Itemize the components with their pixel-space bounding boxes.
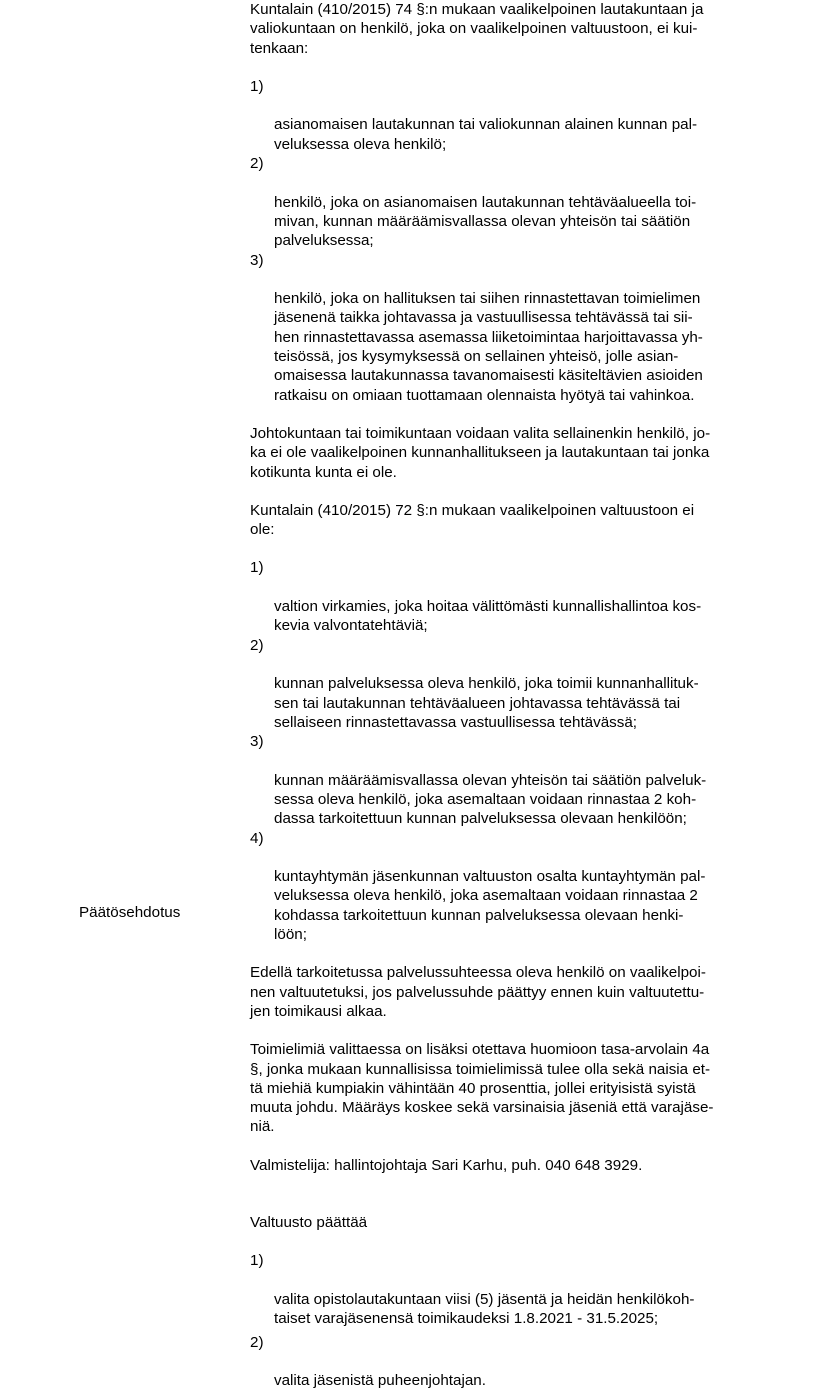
list-item <box>250 636 745 732</box>
list-item <box>250 1333 745 1390</box>
section-valmistelija <box>250 1156 745 1175</box>
section-tasa-arvolaki <box>250 1040 745 1136</box>
list-number: 1) <box>250 77 264 95</box>
paragraph: Johtokuntaan tai toimikuntaan voidaan valita sellainenkin henkilö, jo- ka ei ole vaalikelpoinen kunnanhallitukseen ja lautakuntaan tai jonka kotikunta kunta ei ole. <box>250 424 711 481</box>
list-item <box>250 251 745 405</box>
proposal-label: Päätösehdotus <box>79 904 181 921</box>
paragraph: Kuntalain (410/2015) 72 §:n mukaan vaalikelpoinen valtuustoon ei ole: <box>250 501 695 539</box>
section-kuntalain-74 <box>250 0 745 405</box>
list-text: valita jäsenistä puheenjohtajan. <box>274 1372 486 1390</box>
numbered-list <box>250 558 745 944</box>
list-number: 2) <box>250 155 264 173</box>
list-item <box>250 77 745 154</box>
paragraph: Kuntalain (410/2015) 74 §:n mukaan vaalikelpoinen lautakuntaan ja valiokuntaan on henkilö, joka on vaalikelpoinen valtuustoon, ei kui- tenkaan: <box>250 1 704 57</box>
list-item <box>250 154 745 250</box>
preparer-line: Valmistelija: hallintojohtaja Sari Karhu, puh. 040 648 3929. <box>250 1156 643 1174</box>
list-number: 3) <box>250 733 264 751</box>
list-item <box>250 732 745 828</box>
list-text: valita opistolautakuntaan viisi (5) jäsentä ja heidän henkilökoh- taiset varajäsenensä toimikaudeksi 1.8.2021 - 31.5.2025; <box>274 1290 695 1328</box>
list-number: 1) <box>250 1252 264 1270</box>
list-text: henkilö, joka on asianomaisen lautakunnan tehtäväalueella toi- mivan, kunnan määräämisvallassa olevan yhteisön tai säätiön palveluksessa; <box>274 193 697 250</box>
section-johtokunta <box>250 424 745 482</box>
list-number: 4) <box>250 829 264 847</box>
list-text: asianomaisen lautakunnan tai valiokunnan alainen kunnan pal- veluksessa oleva henkilö; <box>274 116 698 153</box>
list-text: henkilö, joka on hallituksen tai siihen rinnastettavan toimielimen jäsenenä taikka johtavassa ja vastuullisessa tehtävässä tai sii- hen rinnastettavassa asemassa liiketoimintaa harjoittavassa yh- teisössä, jos kysymyksessä on sellainen yhteisö, jolle asian- omaisessa lautakunnassa tavanomaisesti käsiteltävien asioiden ratkaisu on omiaan tuottamaan olennaista hyötyä tai vahinkoa. <box>274 290 703 404</box>
list-text: valtion virkamies, joka hoitaa välittömästi kunnallishallintoa kos- kevia valvontatehtäviä; <box>274 598 702 635</box>
proposal-intro: Valtuusto päättää <box>250 1214 368 1232</box>
paragraph: Toimielimiä valittaessa on lisäksi otettava huomioon tasa-arvolain 4a §, jonka mukaan kunnallisissa toimielimissä tulee olla sekä naisia et- tä miehiä kumpiakin vähintään 40 prosenttia, jollei erityisistä syistä muuta johdu. Määräys koskee sekä varsinaisia jäseniä että varajäse- niä. <box>250 1041 714 1136</box>
list-item <box>250 829 745 945</box>
list-text: kunnan määräämisvallassa olevan yhteisön tai säätiön palveluk- sessa oleva henkilö, joka asemaltaan voidaan rinnastaa 2 koh- dassa tarkoitettuun kunnan palveluksessa olevaan henkilöön; <box>274 771 707 828</box>
section-proposal <box>250 1213 745 1390</box>
list-item <box>250 1251 745 1328</box>
paragraph: Edellä tarkoitetussa palvelussuhteessa oleva henkilö on vaalikelpoi- nen valtuutetuksi, jos palvelussuhde päättyy ennen kuin valtuutettu- jen toimikausi alkaa. <box>250 964 706 1020</box>
list-number: 2) <box>250 1333 264 1351</box>
list-number: 2) <box>250 636 264 654</box>
numbered-list <box>250 77 745 405</box>
section-kuntalain-72 <box>250 501 745 945</box>
main-column <box>250 0 745 1390</box>
section-palvelussuhde <box>250 963 745 1021</box>
numbered-list <box>250 1251 745 1390</box>
list-number: 1) <box>250 559 264 577</box>
list-text: kuntayhtymän jäsenkunnan valtuuston osalta kuntayhtymän pal- veluksessa oleva henkilö, joka asemaltaan voidaan rinnastaa 2 kohdassa tarkoitettuun kunnan palveluksessa olevaan henki- löön; <box>274 868 706 944</box>
list-text: kunnan palveluksessa oleva henkilö, joka toimii kunnanhallituk- sen tai lautakunnan tehtäväalueen johtavassa tehtävässä tai sellaiseen rinnastettavassa vastuullisessa tehtävässä; <box>274 675 699 731</box>
list-item <box>250 558 745 635</box>
list-number: 3) <box>250 251 264 269</box>
